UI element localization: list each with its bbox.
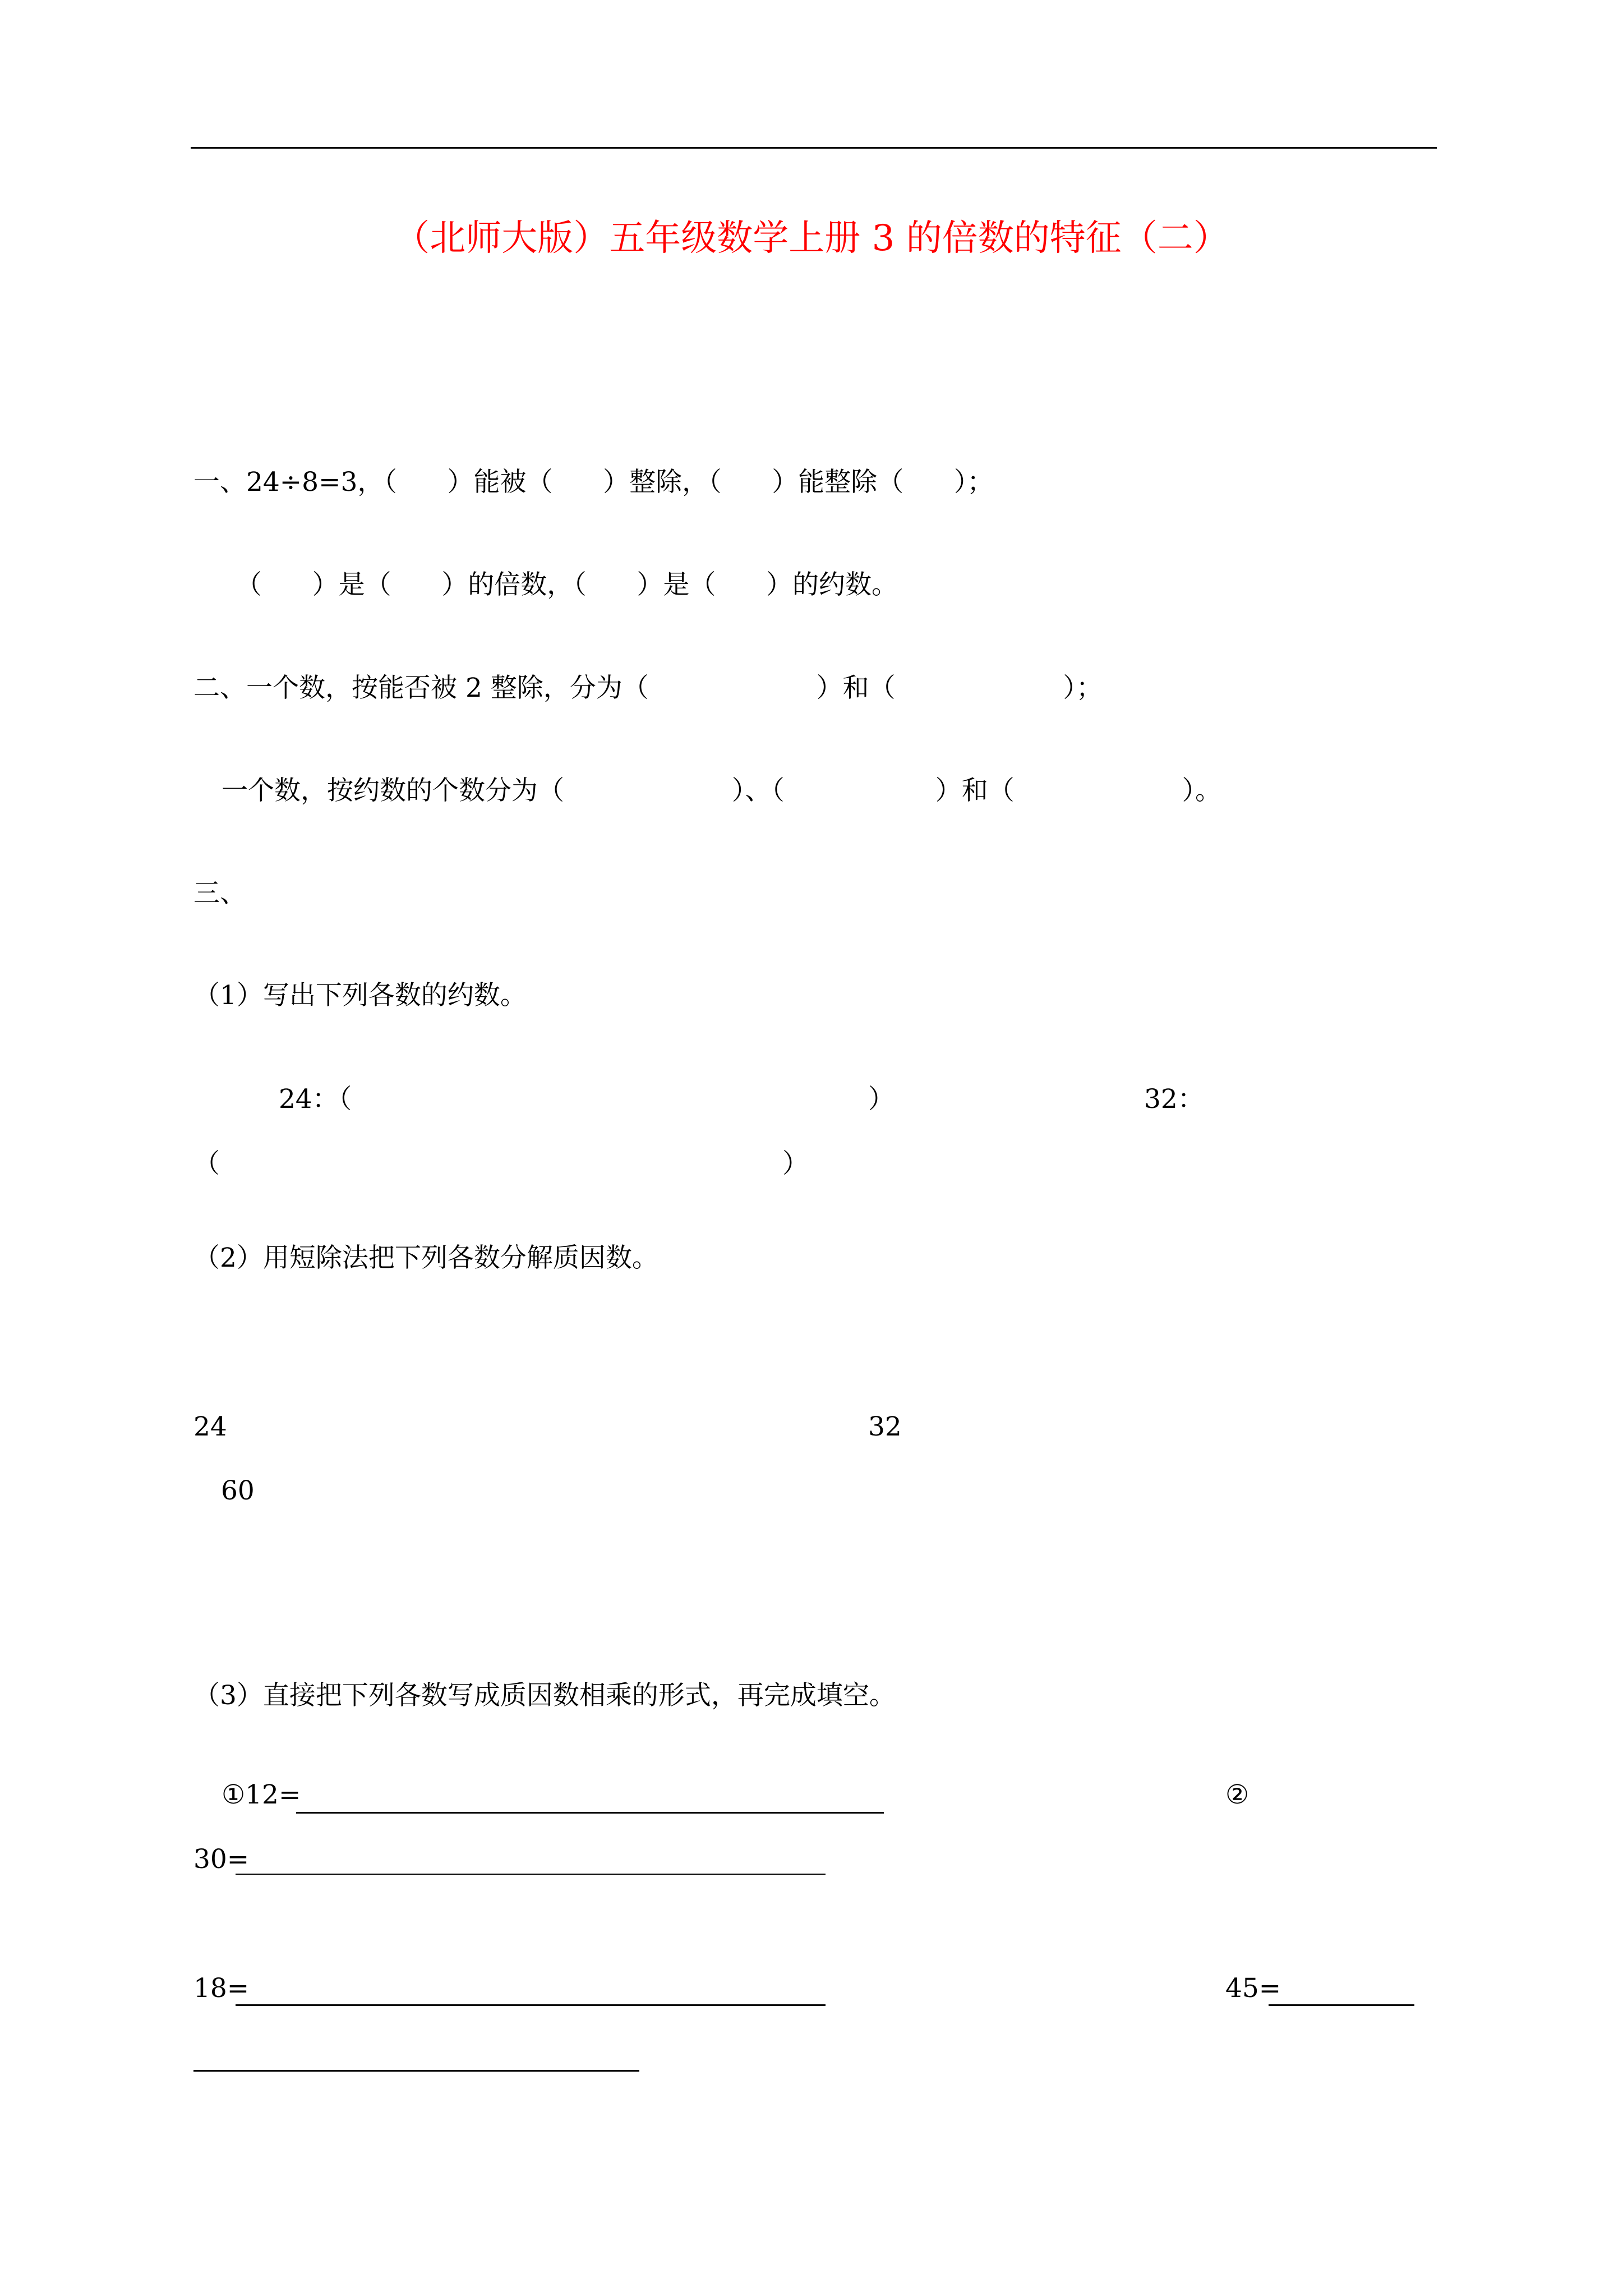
- q3-part1-instruction: （1）写出下列各数的约数。: [193, 980, 527, 1011]
- divisors-32-open: （: [193, 1148, 220, 1179]
- divisors-24-close: ）: [868, 1084, 895, 1115]
- q2-line2: 一个数，按约数的个数分为（ ）、（ ）和（ ）。: [222, 775, 1222, 806]
- q1-line1: 一、24÷8=3，（ ）能被（ ）整除，（ ）能整除（ ）；: [193, 467, 994, 498]
- q3-heading: 三、: [193, 878, 246, 909]
- divisors-24-label: 24：（: [279, 1084, 352, 1115]
- answer-line-30[interactable]: [236, 1874, 826, 1875]
- answer-line-12[interactable]: [296, 1812, 884, 1814]
- expr-2-mark: ②: [1225, 1779, 1249, 1810]
- answer-line-45-cont[interactable]: [193, 2070, 639, 2072]
- answer-line-45[interactable]: [1269, 2004, 1414, 2006]
- q3-part3-instruction: （3）直接把下列各数写成质因数相乘的形式，再完成填空。: [193, 1680, 896, 1711]
- expr-30-label: 30=: [193, 1844, 250, 1875]
- answer-line-18[interactable]: [236, 2004, 826, 2006]
- header-rule: [191, 147, 1437, 149]
- divisors-32-close: ）: [782, 1148, 809, 1179]
- expr-12-label: ①12=: [222, 1779, 301, 1810]
- page-title: （北师大版）五年级数学上册 3 的倍数的特征（二）: [394, 218, 1229, 259]
- q3-part2-instruction: （2）用短除法把下列各数分解质因数。: [193, 1243, 658, 1273]
- divisors-32-label: 32：: [1144, 1084, 1204, 1115]
- expr-45-label: 45=: [1225, 1973, 1281, 2004]
- expr-18-label: 18=: [193, 1973, 250, 2004]
- factor-32: 32: [868, 1411, 902, 1442]
- q1-line2: （ ）是（ ）的倍数，（ ）是（ ）的约数。: [236, 569, 898, 600]
- q2-line1: 二、一个数，按能否被 2 整除，分为（ ）和（ ）；: [193, 673, 1103, 703]
- factor-24: 24: [193, 1411, 227, 1442]
- factor-60: 60: [221, 1475, 255, 1506]
